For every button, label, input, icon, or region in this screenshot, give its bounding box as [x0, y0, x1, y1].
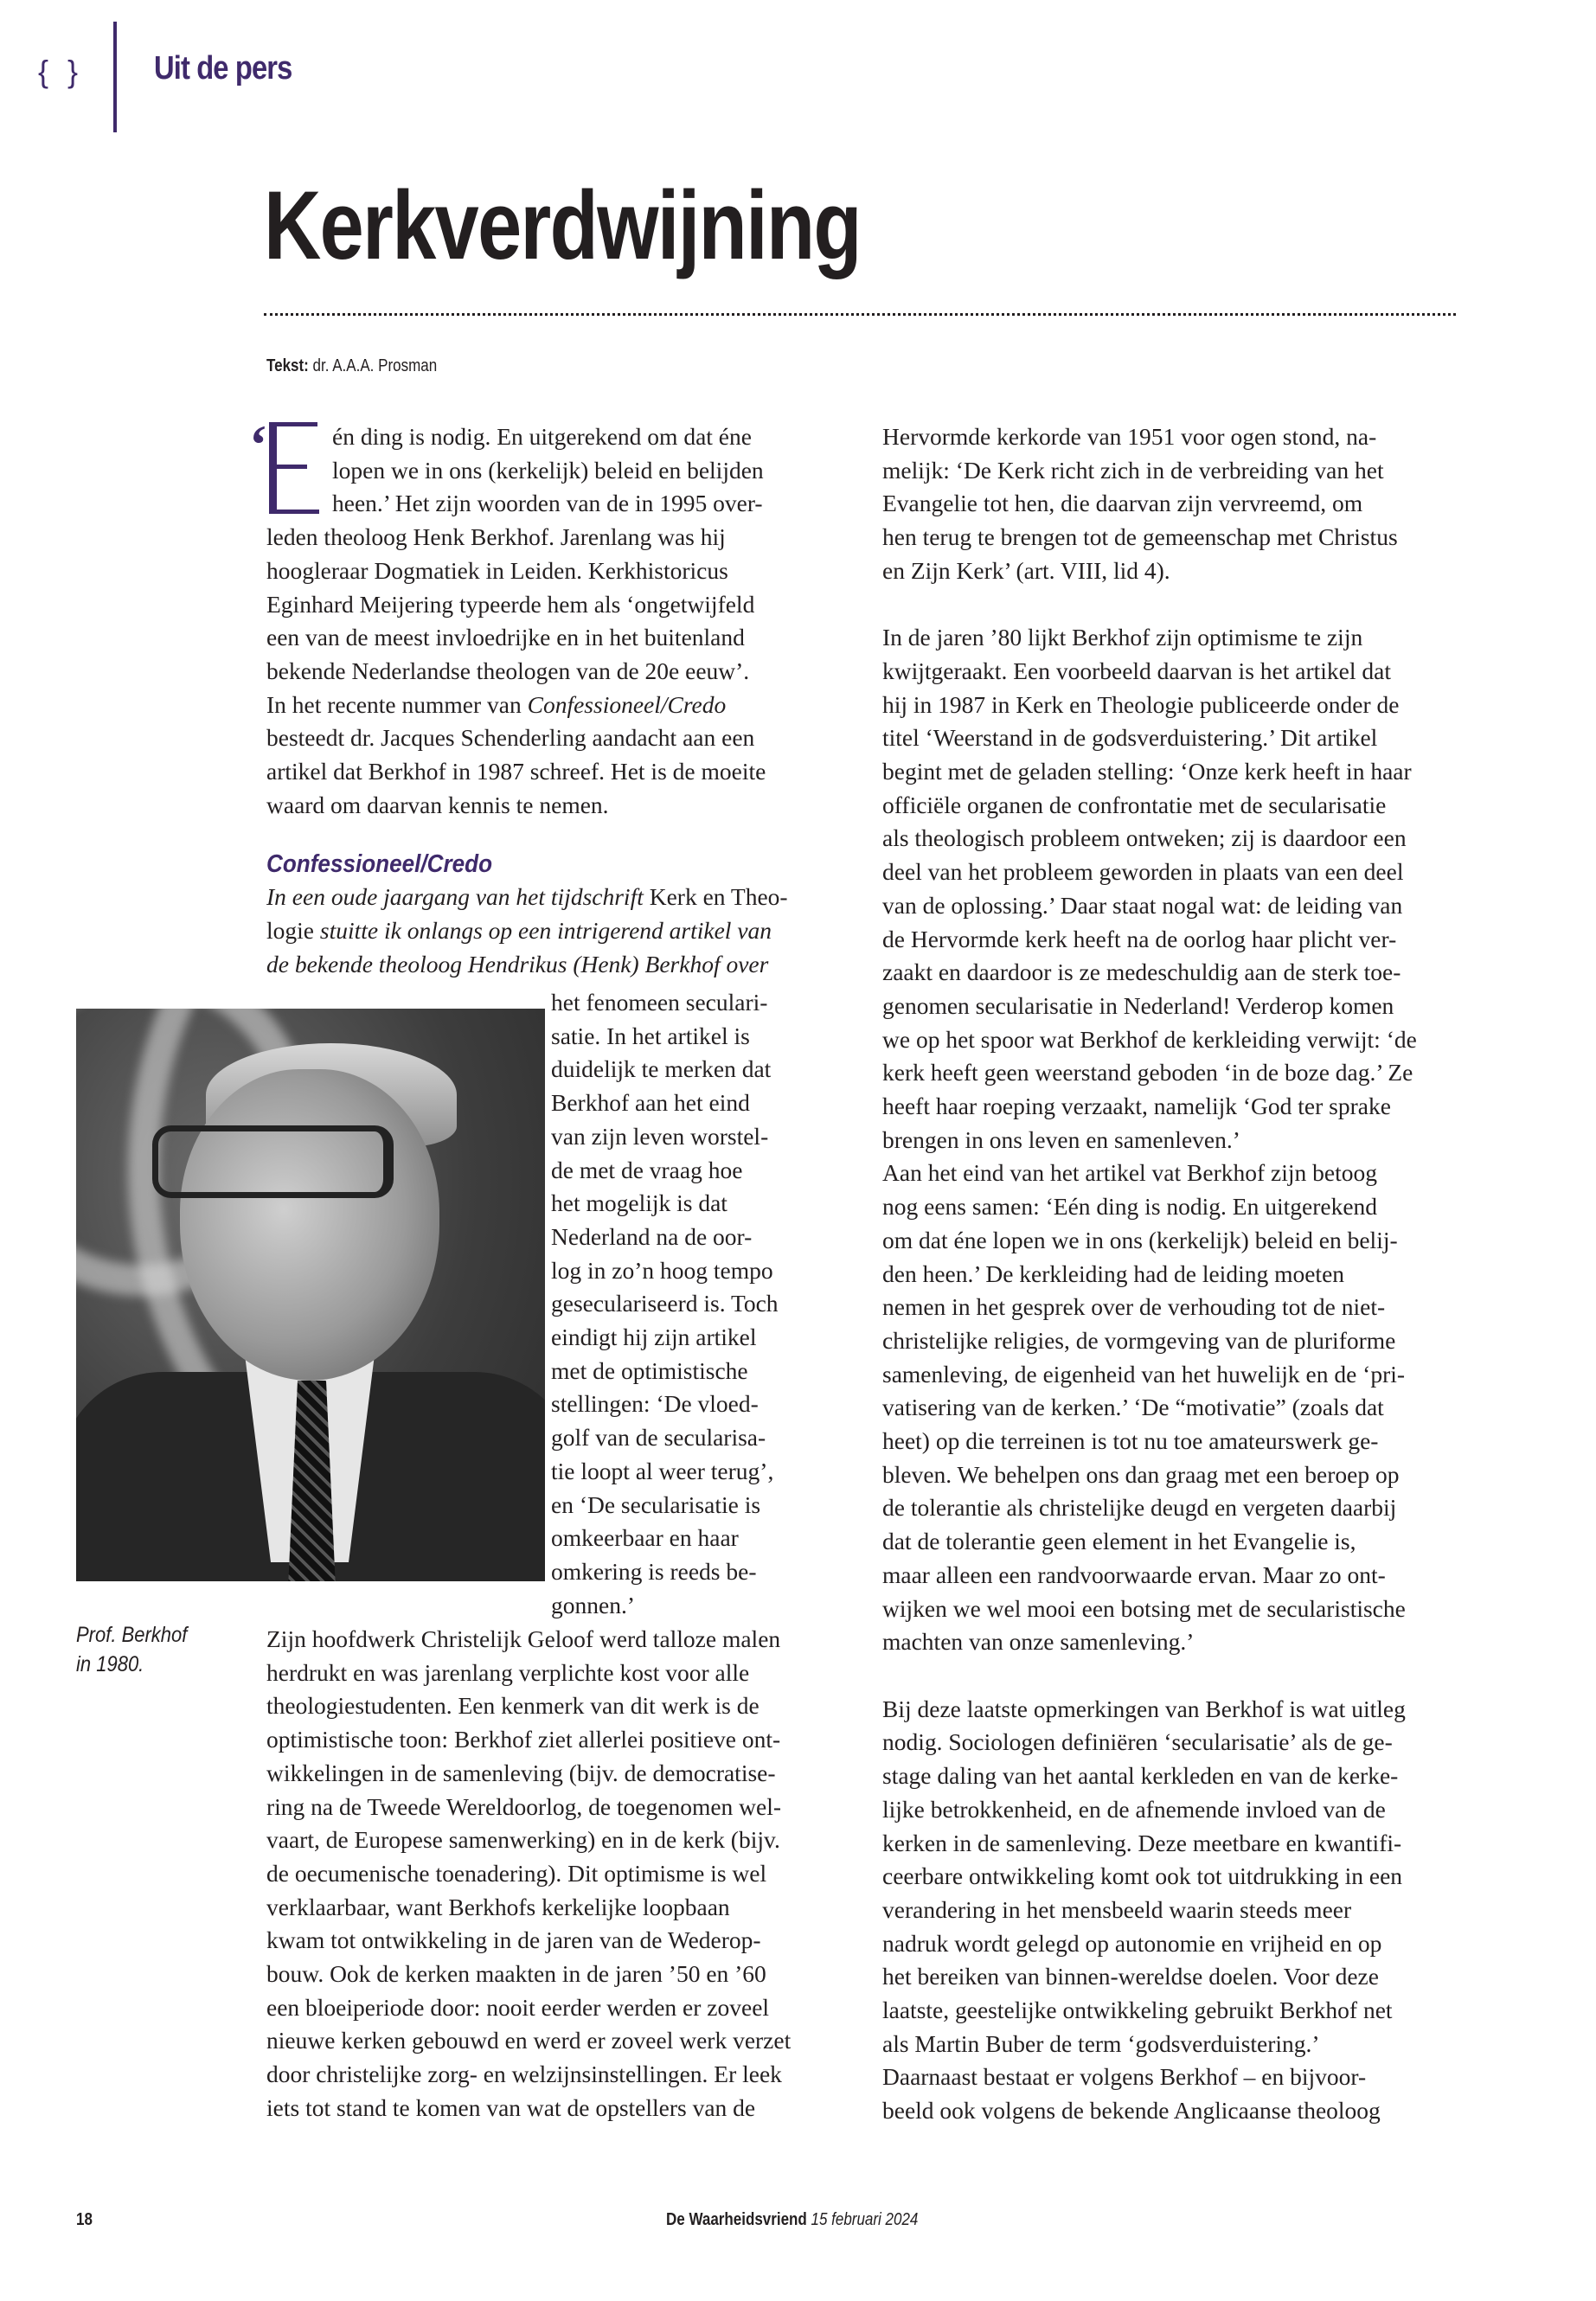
paragraph: Hervormde kerkorde van 1951 voor ogen stond, na- melijk: ‘De Kerk richt zich in de verbreiding van het Evangelie tot hen, die daarvan zijn vervreemd, om hen terug te brengen tot de gemeenschap met Christus en Zijn Kerk’ (art. VIII, lid 4). [882, 423, 1398, 584]
footer-publication [666, 2210, 918, 2230]
intro-line: besteedt dr. Jacques Schenderling aandacht aan een [266, 724, 755, 752]
byline [266, 356, 437, 376]
right-column [882, 420, 1453, 2128]
quote-paragraph: In een oude jaargang van het tijdschrift Kerk en Theo- logie stuitte ik onlangs op een intrigerend artikel van de bekende theoloog Hendrikus (Henk) Berkhof over [266, 883, 788, 977]
intro-line: waard om daarvan kennis te nemen. [266, 791, 609, 818]
intro-line: Eginhard Meijering typeerde hem als ‘ongetwijfeld [266, 590, 755, 618]
header-divider [113, 22, 117, 132]
magazine-name: De Waarheidsvriend [666, 2210, 807, 2229]
intro-line: artikel dat Berkhof in 1987 schreef. Het is de moeite [266, 758, 766, 785]
intro-line: heen.’ Het zijn woorden van de in 1995 over- [332, 490, 763, 517]
book-title: Christelijk Geloof [420, 1625, 594, 1652]
subheading: Confessioneel/Credo [266, 850, 493, 879]
intro-line: leden theoloog Henk Berkhof. Jarenlang was hij [266, 523, 726, 551]
hoofdwerk-paragraph: Zijn hoofdwerk Christelijk Geloof werd talloze malen herdrukt en was jarenlang verplichte kost voor alle theologiestudenten. Een kenmerk van dit werk is de optimistische toon: Berkhof ziet allerlei positieve ont- wikkelingen in de samenleving (bijv. de democratise- ring na de Tweede Wereldoorlog, de toegenomen wel- vaart, de Europese samenwerking) en in de kerk (bijv. de oecumenische toenadering). Dit optimisme is wel verklaarbaar, want Berkhofs kerkelijke loopbaan kwam tot ontwikkeling in de jaren van de Wederop- bouw. Ook de kerken maakten in de jaren ’50 en ’60 een bloeiperiode door: nooit eerder werden er zoveel nieuwe kerken gebouwd en werd er zoveel werk verzet door christelijke zorg- en welzijnsinstellingen. Er leek iets tot stand te komen van wat de opstellers van de [266, 1625, 792, 2121]
intro-line: hoogleraar Dogmatiek in Leiden. Kerkhistoricus [266, 556, 728, 584]
section-label: Uit de pers [154, 50, 292, 87]
journal-title: Kerk en Theo- [649, 883, 788, 911]
intro-line: In het recente nummer van Confessioneel/Credo [266, 690, 727, 718]
photo-caption: Prof. Berkhof in 1980. [76, 1623, 188, 1676]
intro-line: lopen we in ons (kerkelijk) beleid en belijden [332, 456, 764, 484]
byline-label: Tekst: [266, 356, 309, 375]
intro-line: bekende Nederlandse theologen van de 20e eeuw’. [266, 657, 750, 684]
paragraph: In de jaren ’80 lijkt Berkhof zijn optimisme te zijn kwijtgeraakt. Een voorbeeld daarvan is het artikel dat hij in 1987 in Kerk en Theologie publiceerde onder de titel ‘Weerstand in de godsverduistering.’ Dit artikel begint met de geladen stelling: ‘Onze kerk heeft in haar officiële organen de confrontatie met de secularisatie als theologisch probleem ontweken; zij is daardoor een deel van het probleem geworden in plaats van een deel van de oplossing.’ Daar staat nogal wat: de leiding van de Hervormde kerk heeft na de oorlog haar plicht ver- zaakt en daardoor is ze medeschuldig aan de sterk toe- genomen secularisatie in Nederland! Verderop komen we op het spoor wat Berkhof de kerkleiding verwijt: ‘de kerk heeft geen weerstand geboden ‘in de boze dag.’ Ze heeft haar roeping verzaakt, namelijk ‘God ter sprake brengen in ons leven en samenleven.’ Aan het eind van het artikel vat Berkhof zijn betoog nog eens samen: ‘Eén ding is nodig. En uitgerekend om dat éne lopen we in ons (kerkelijk) beleid en belij- den heen.’ De kerkleiding had de leiding moeten nemen in het gesprek over de verhouding tot de niet- christelijke religies, de vormgeving van de pluriforme samenleving, de eigenheid van het huwelijk en de ‘pri- vatisering van de kerken.’ ‘De “motivatie” (zoals dat heet) op die terreinen is tot nu toe amateurswerk ge- bleven. We behelpen ons dan graag met een beroep op de tolerantie als christelijke deugd en vergeten daarbij dat de tolerantie geen element in het Evangelie is, maar alleen een randvoorwaarde ervan. Maar zo ont- wijken we wel mooi een botsing met de secularistische machten van onze samenleving.’ [882, 624, 1417, 1656]
portrait-photo [76, 1009, 545, 1581]
page-number: 18 [76, 2210, 93, 2229]
issue-date: 15 februari 2024 [811, 2210, 919, 2229]
journal-title: Confessioneel/Credo [527, 690, 727, 718]
intro-paragraph [249, 413, 837, 822]
dropcap-letter-e [269, 417, 321, 517]
title-dotted-rule [264, 313, 1456, 316]
journal-title: Kerk en Theologie [1016, 690, 1194, 718]
opening-quote-mark: ‘ [249, 413, 268, 475]
article-title: Kerkverdwijning [264, 171, 861, 279]
byline-author: dr. A.A.A. Prosman [312, 356, 438, 375]
paragraph: Bij deze laatste opmerkingen van Berkhof is wat uitleg nodig. Sociologen definiëren ‘secularisatie’ als de ge- stage daling van het aantal kerkleden en van de kerke- lijke betrokkenheid, en de afnemende invloed van de kerken in de samenleving. Deze meetbare en kwantifi- ceerbare ontwikkeling komt ook tot uitdrukking in een verandering in het mensbeeld waarin steeds meer nadruk wordt gelegd op autonomie en vrijheid en op het bereiken van binnen-wereldse doelen. Voor deze laatste, geestelijke ontwikkeling gebruikt Berkhof net als Martin Buber de term ‘godsverduistering.’ Daarnaast bestaat er volgens Berkhof – en bijvoor- beeld ook volgens de bekende Anglicaanse theoloog [882, 1695, 1406, 2125]
intro-line: én ding is nodig. En uitgerekend om dat éne [332, 423, 752, 450]
intro-line: een van de meest invloedrijke en in het buitenland [266, 624, 745, 651]
left-column [249, 413, 837, 982]
curly-braces-icon: { } [38, 54, 84, 89]
wrapped-quote-text: het fenomeen seculari- satie. In het artikel is duidelijk te merken dat Berkhof aan het eind van zijn leven worstel- de met de vraag hoe het mogelijk is dat Nederland na de oor- log in zo’n hoog tempo geseculariseerd is. Toch eindigt hij zijn artikel met de optimistische stellingen: ‘De vloed- golf van de secularisa- tie loopt al weer terug’, en ‘De secularisatie is omkeerbaar en haar omkering is reeds be- gonnen.’ [551, 989, 779, 1618]
